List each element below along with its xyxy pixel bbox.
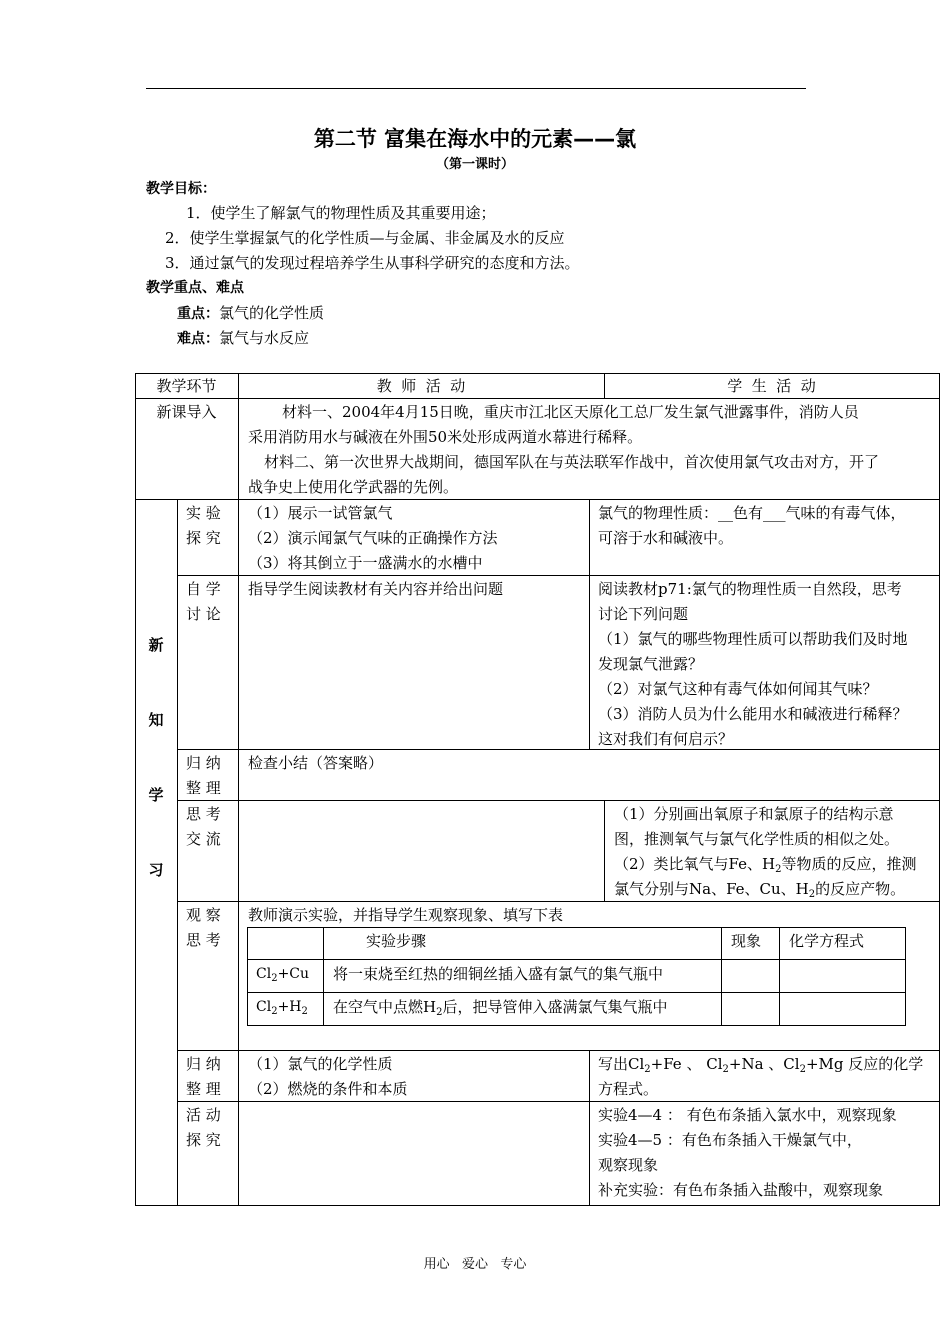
- teacher-line: （1）展示一试管氯气: [248, 504, 393, 522]
- section-label: 探 究: [186, 1131, 221, 1149]
- student-line: 实验4—5 ：有色布条插入干燥氯气中，: [598, 1131, 862, 1149]
- student-line: 图，推测氧气与氯气化学性质的相似之处。: [614, 830, 900, 848]
- side-label-char: 习: [148, 861, 164, 879]
- teacher-line: 指导学生阅读教材有关内容并给出问题: [248, 580, 504, 598]
- teacher-line: （2）演示闻氯气气味的正确操作方法: [248, 529, 498, 547]
- intro-line: 材料二、第一次世界大战期间，德国军队在与英法联军作战中，首次使用氯气攻击对方，开了: [264, 453, 880, 471]
- table-rule: [135, 1205, 940, 1206]
- teacher-line: （2）燃烧的条件和本质: [248, 1080, 408, 1098]
- student-line: 观察现象: [598, 1156, 659, 1174]
- experiment-step: 将一束烧至红热的细铜丝插入盛有氯气的集气瓶中: [333, 965, 664, 983]
- student-line: 写出$Cl_2+Fe$ 、 $Cl_2+Na$ 、$Cl_2+Mg$ 反应的化学: [598, 1055, 924, 1075]
- focus-line: [177, 302, 324, 323]
- table-rule: [238, 398, 239, 499]
- inner-rule: [721, 927, 722, 1025]
- side-label-char: 学: [148, 786, 164, 804]
- teacher-line: （3）将其倒立于一盛满水的水槽中: [248, 554, 483, 572]
- student-line: 这对我们有何启示？: [598, 730, 734, 748]
- student-line: （1）分别画出氧原子和氯原子的结构示意: [614, 805, 894, 823]
- intro-line: 战争史上使用化学武器的先例。: [248, 478, 459, 496]
- section-label: 实 验: [186, 504, 221, 522]
- experiment-step: 在空气中点燃$H_2$后，把导管伸入盛满氯气集气瓶中: [333, 998, 668, 1018]
- section-label: 活 动: [186, 1106, 221, 1124]
- student-line: 补充实验：有色布条插入盐酸中，观察现象: [598, 1181, 884, 1199]
- col-header-stage: 教学环节: [156, 377, 217, 395]
- inner-rule: [247, 992, 906, 993]
- table-rule: [238, 499, 239, 1205]
- inner-rule: [905, 927, 906, 1025]
- inner-header-phenomenon: 现象: [731, 932, 762, 950]
- section-label: 整 理: [186, 779, 221, 797]
- student-line: （1）氯气的哪些物理性质可以帮助我们及时地: [598, 630, 908, 648]
- section-label: 整 理: [186, 1080, 221, 1098]
- section-label: 归 纳: [186, 1055, 221, 1073]
- teacher-line: （1）氯气的化学性质: [248, 1055, 393, 1073]
- student-line: 氯气的物理性质：__色有___气味的有毒气体，: [598, 504, 906, 522]
- inner-rule: [247, 927, 906, 928]
- section-label: 探 究: [186, 529, 221, 547]
- side-label-char: 知: [148, 711, 164, 729]
- inner-rule: [779, 927, 780, 1025]
- difficulty-text: 氯气与水反应: [219, 329, 310, 347]
- student-line: 实验4—4 ： 有色布条插入氯水中，观察现象: [598, 1106, 897, 1124]
- student-line: 讨论下列问题: [598, 605, 689, 623]
- table-rule: [177, 800, 940, 801]
- inner-header-equation: 化学方程式: [789, 932, 865, 950]
- table-rule: [589, 1050, 590, 1205]
- col-header-teacher: 教 师 活 动: [376, 377, 466, 395]
- focus-label: 重点：: [177, 306, 219, 322]
- student-line: 发现氯气泄露？: [598, 655, 704, 673]
- section-label: 讨 论: [186, 605, 221, 623]
- student-line: 方程式。: [598, 1080, 659, 1098]
- inner-rule: [247, 1025, 906, 1026]
- teacher-line: 检查小结（答案略）: [248, 754, 384, 772]
- page-footer: 用心 爱心 专心: [423, 1257, 527, 1272]
- difficulty-label: 难点：: [177, 331, 219, 347]
- section-label: 观 察: [186, 906, 221, 924]
- section-label: 思 考: [186, 805, 221, 823]
- header-rule: [146, 88, 806, 89]
- teacher-line: 教师演示实验，并指导学生观察现象、填写下表: [248, 906, 564, 924]
- intro-line: 采用消防用水与碱液在外围50米处形成两道水幕进行稀释。: [248, 428, 643, 446]
- intro-line: 材料一、2004年4月15日晚，重庆市江北区天原化工总厂发生氯气泄露事件，消防人员: [282, 403, 859, 421]
- student-line: 可溶于水和碱液中。: [598, 529, 734, 547]
- student-line: 阅读教材p71:氯气的物理性质一自然段，思考: [598, 580, 902, 598]
- page-subtitle: （第一课时）: [435, 157, 514, 172]
- student-line: 氯气分别与Na、Fe、Cu、$H_2$的反应产物。: [614, 880, 906, 900]
- reaction-label: $Cl_2+Cu$: [256, 966, 310, 984]
- table-rule: [604, 800, 605, 901]
- objective-item: 1．使学生了解氯气的物理性质及其重要用途；: [186, 204, 496, 222]
- section-label: 归 纳: [186, 754, 221, 772]
- reaction-label: $Cl_2+H_2$: [256, 999, 308, 1017]
- difficulty-line: [177, 327, 309, 348]
- intro-label: 新课导入: [156, 403, 217, 421]
- objectives-heading: 教学目标：: [146, 181, 216, 197]
- objective-item: 3．通过氯气的发现过程培养学生从事科学研究的态度和方法。: [165, 254, 580, 272]
- page-title: 第二节 富集在海水中的元素——氯: [313, 127, 637, 151]
- keypoints-heading: 教学重点、难点: [146, 280, 244, 296]
- student-line: （2）对氯气这种有毒气体如何闻其气味？: [598, 680, 878, 698]
- section-label: 思 考: [186, 931, 221, 949]
- section-label: 自 学: [186, 580, 221, 598]
- table-rule: [177, 749, 940, 750]
- student-line: （2）类比氧气与Fe、$H_2$等物质的反应，推测: [614, 855, 917, 875]
- inner-rule: [323, 927, 324, 1025]
- inner-header-step: 实验步骤: [366, 932, 427, 950]
- col-header-student: 学 生 活 动: [727, 377, 816, 395]
- side-label-char: 新: [148, 636, 164, 654]
- student-line: （3）消防人员为什么能用水和碱液进行稀释？: [598, 705, 908, 723]
- inner-rule: [247, 959, 906, 960]
- objective-item: 2．使学生掌握氯气的化学性质—与金属、非金属及水的反应: [165, 229, 565, 247]
- inner-rule: [247, 927, 248, 1025]
- table-rule: [939, 373, 940, 1205]
- focus-text: 氯气的化学性质: [219, 304, 325, 322]
- section-label: 交 流: [186, 830, 221, 848]
- table-rule: [177, 499, 178, 1205]
- table-rule: [177, 1050, 940, 1051]
- table-rule: [589, 499, 590, 749]
